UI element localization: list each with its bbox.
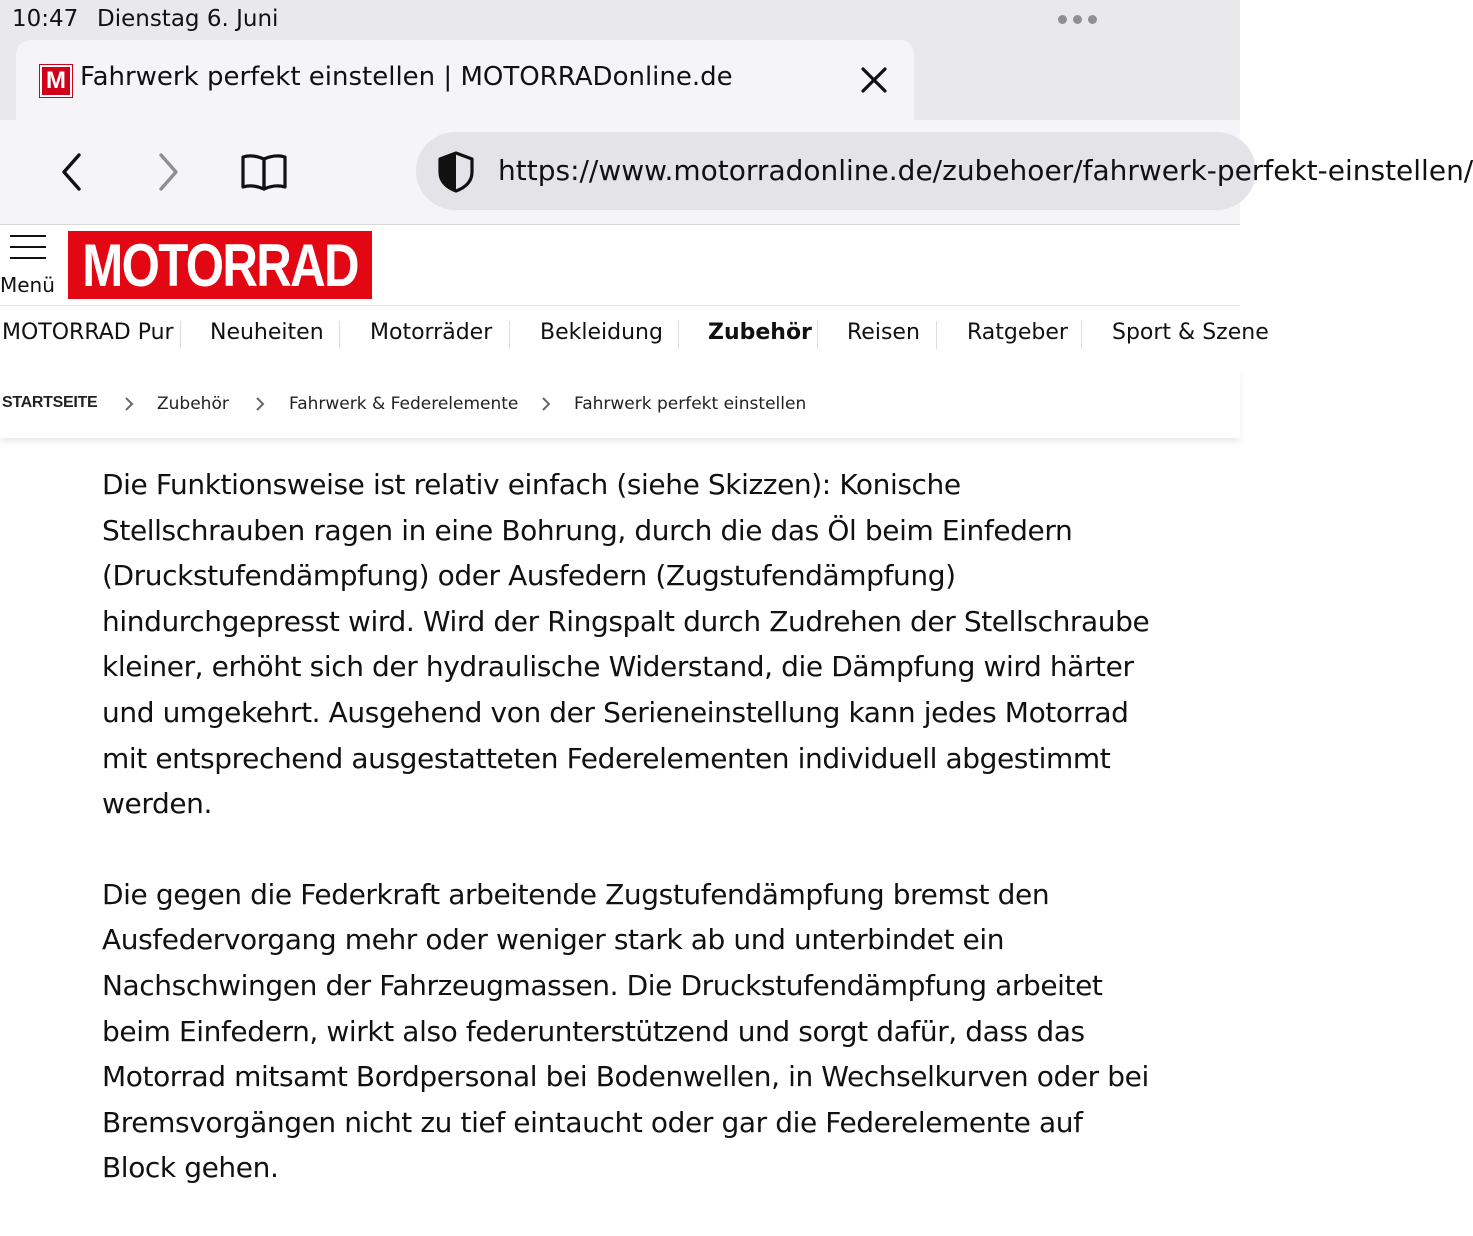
nav-divider [180, 321, 181, 349]
close-tab-button[interactable] [854, 60, 894, 100]
breadcrumb-fahrwerk-federelemente[interactable]: Fahrwerk & Federelemente [289, 394, 519, 414]
nav-divider [817, 321, 818, 349]
menu-button[interactable] [0, 231, 58, 295]
favicon-icon: M [40, 65, 72, 97]
tab-title: Fahrwerk perfekt einstellen | MOTORRADonline.de [80, 62, 733, 92]
breadcrumb-current-page: Fahrwerk perfekt einstellen [574, 394, 807, 414]
shield-icon[interactable] [434, 150, 478, 194]
main-nav [0, 305, 1269, 371]
site-header [0, 225, 1240, 305]
tab-strip [0, 40, 1240, 120]
url-text[interactable]: https://www.motorradonline.de/zubehoer/fahrwerk-perfekt-einstellen/ [498, 154, 1473, 187]
back-button[interactable] [46, 146, 98, 198]
close-icon [861, 67, 887, 93]
nav-divider [509, 321, 510, 349]
nav-item-neuheiten[interactable]: Neuheiten [210, 320, 324, 345]
browser-toolbar [0, 120, 1473, 225]
article-body [102, 462, 1162, 1236]
nav-divider [1081, 321, 1082, 349]
nav-divider [936, 321, 937, 349]
chevron-right-icon [539, 396, 553, 412]
chevron-right-icon [155, 152, 181, 192]
chevron-right-icon [122, 396, 136, 412]
logo-text: MOTORRAD [82, 231, 358, 299]
menu-label: Menü [0, 273, 55, 297]
breadcrumb-home[interactable]: STARTSEITE [2, 394, 98, 411]
breadcrumb-zubehoer[interactable]: Zubehör [157, 394, 229, 414]
bookmarks-button[interactable] [238, 146, 290, 198]
article-paragraph: Die Funktionsweise ist relativ einfach (siehe Skizzen): Konische Stellschrauben ragen in eine Bohrung, durch die das Öl beim Einfedern (Druckstufendämpfung) oder Ausfedern (Zugstufendämpfung) hindurchgepresst wird. Wird der Ringspalt durch Zudrehen der Stellschraube kleiner, erhöht sich der hydraulische Widerstand, die Dämpfung wird härter und umgekehrt. Ausgehend von der Serieneinstellung kann jedes Motorrad mit entsprechend ausgestatteten Federelementen individuell abgestimmt werden. [102, 468, 1150, 821]
site-logo[interactable] [68, 231, 372, 299]
status-date: Dienstag 6. Juni [97, 6, 279, 32]
breadcrumb [0, 370, 1240, 438]
browser-tab[interactable] [16, 40, 914, 120]
nav-item-motorraeder[interactable]: Motorräder [370, 320, 493, 345]
nav-item-ratgeber[interactable]: Ratgeber [967, 320, 1068, 345]
status-bar [0, 0, 1240, 40]
nav-item-reisen[interactable]: Reisen [847, 320, 920, 345]
forward-button[interactable] [142, 146, 194, 198]
address-bar[interactable] [416, 132, 1473, 210]
status-time: 10:47 [12, 6, 79, 32]
nav-divider [339, 321, 340, 349]
nav-item-motorrad-pur[interactable]: MOTORRAD Pur [2, 320, 174, 345]
nav-item-sport-szene[interactable]: Sport & Szene [1112, 320, 1269, 345]
hamburger-icon [10, 235, 46, 268]
article-paragraph: Die gegen die Federkraft arbeitende Zugstufendämpfung bremst den Ausfedervorgang mehr oder weniger stark ab und unterbindet ein Nachschwingen der Fahrzeugmassen. Die Druckstufendämpfung arbeitet beim Einfedern, wirkt also federunterstützend und sorgt dafür, dass das Motorrad mitsamt Bordpersonal bei Bodenwellen, in Wechselkurven oder bei Bremsvorgängen nicht zu tief eintaucht oder gar die Federelemente auf Block gehen. [102, 877, 1149, 1185]
nav-divider [678, 321, 679, 349]
multitasking-dots-icon[interactable] [1058, 15, 1097, 24]
nav-item-zubehoer[interactable]: Zubehör [708, 320, 812, 345]
chevron-right-icon [253, 396, 267, 412]
book-icon [240, 152, 288, 192]
nav-item-bekleidung[interactable]: Bekleidung [540, 320, 663, 345]
chevron-left-icon [59, 152, 85, 192]
